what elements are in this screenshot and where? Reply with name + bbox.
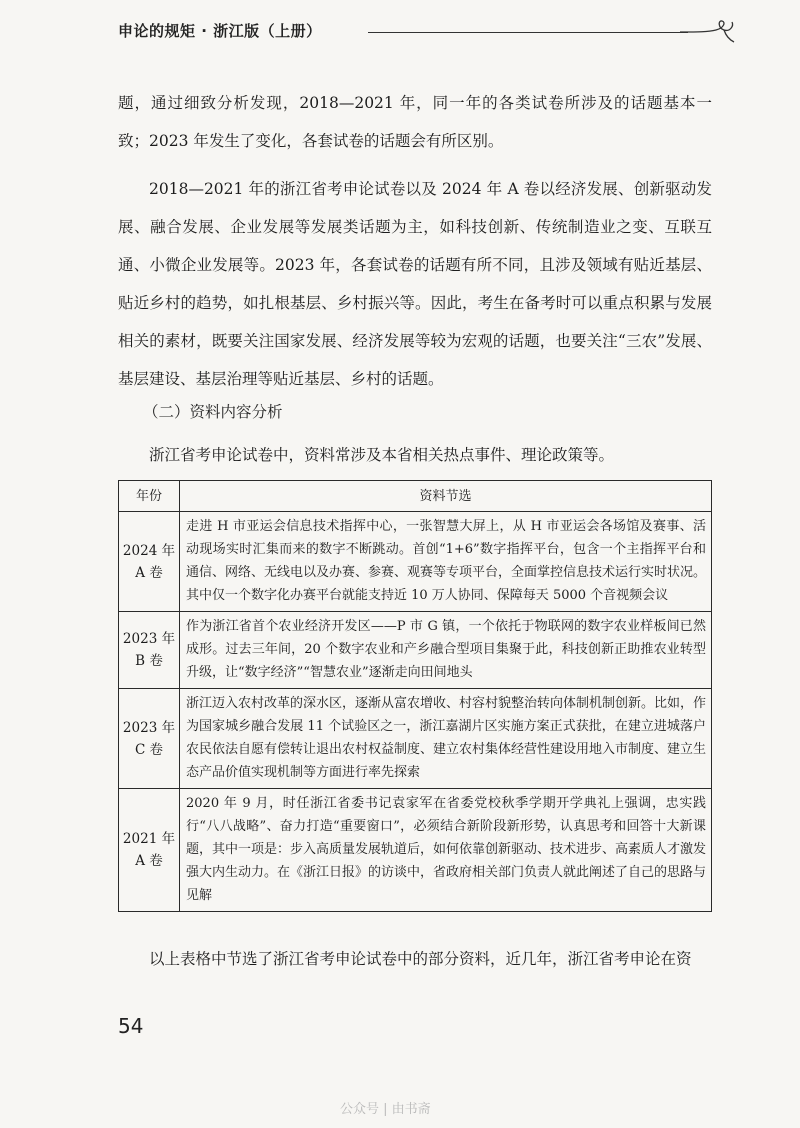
table-row: [119, 512, 712, 612]
excerpt-column-header: 资料节选: [180, 481, 712, 512]
paragraph-2: 2018—2021 年的浙江省考申论试卷以及 2024 年 A 卷以经济发展、创新驱动发展、融合发展、企业发展等发展类话题为主，如科技创新、传统制造业之变、互联互通、小微企业发展等。2023 年，各套试卷的话题有所不同，且涉及领域有贴近基层、贴近乡村的趋势，如扎根基层、乡村振兴等。因此，考生在备考时可以重点积累与发展相关的素材，既要关注国家发展、经济发展等较为宏观的话题，也要关注“三农”发展、基层建设、基层治理等贴近基层、乡村的话题。: [118, 180, 712, 388]
material-table: [118, 480, 712, 912]
excerpt-cell: 浙江迈入农村改革的深水区，逐渐从富农增收、村容村貌整治转向体制机制创新。比如，作为国家城乡融合发展 11 个试验区之一，浙江嘉湖片区实施方案正式获批，在建立进城落户农民依法自愿有偿转让退出农村权益制度、建立农村集体经营性建设用地入市制度、建立生态产品价值实现机制等方面进行率先探索: [180, 689, 712, 789]
paper-label: A 卷: [135, 853, 163, 869]
watermark: 公众号 | 由书斋: [340, 1102, 431, 1117]
year-cell: [119, 512, 180, 612]
year-label: 2021 年: [122, 831, 176, 847]
year-label: 2023 年: [122, 719, 176, 736]
year-column-header: 年份: [119, 481, 180, 512]
sprout-icon: [678, 18, 738, 48]
excerpt-cell: 2020 年 9 月，时任浙江省委书记袁家军在省委党校秋季学期开学典礼上强调，忠实践行“八八战略”、奋力打造“重要窗口”，必须结合新阶段新形势，认真思考和回答十大新课题，其中一项是：步入高质量发展轨道后，如何依靠创新驱动、技术进步、高素质人才激发强大内生动力。在《浙江日报》的访谈中，省政府相关部门负责人就此阐述了自己的思路与见解: [180, 789, 712, 912]
table-row: [119, 689, 712, 789]
year-label: 2023 年: [122, 631, 176, 647]
paper-label: A 卷: [135, 564, 163, 581]
year-label: 2024 年: [122, 542, 176, 559]
paper-label: B 卷: [135, 653, 163, 669]
header-rule: [368, 32, 688, 33]
section-heading: （二）资料内容分析: [143, 403, 283, 421]
running-header: [118, 18, 728, 50]
table-header-row: [119, 481, 712, 512]
year-cell: [119, 789, 180, 912]
table-row: [119, 612, 712, 689]
excerpt-cell: 作为浙江省首个农业经济开发区——P 市 G 镇，一个依托于物联网的数字农业样板间已然成形。过去三年间，20 个数字农业和产乡融合型项目集聚于此，科技创新正助推农业转型升级，让“数字经济”“智慧农业”逐渐走向田间地头: [180, 612, 712, 689]
paragraph-3: 浙江省考申论试卷中，资料常涉及本省相关热点事件、理论政策等。: [149, 446, 615, 464]
paragraph-4: 以上表格中节选了浙江省考申论试卷中的部分资料，近几年，浙江省考申论在资: [149, 950, 692, 968]
excerpt-cell: 走进 H 市亚运会信息技术指挥中心，一张智慧大屏上，从 H 市亚运会各场馆及赛事、活动现场实时汇集而来的数字不断跳动。首创“1+6”数字指挥平台，包含一个主指挥平台和通信、网络、无线电以及办赛、参赛、观赛等专项平台，全面掌控信息技术运行实时状况。其中仅一个数字化办赛平台就能支持近 10 万人协同、保障每天 5000 个音视频会议: [180, 512, 712, 612]
page-number: 54: [118, 1014, 144, 1038]
table-row: [119, 789, 712, 912]
year-cell: [119, 689, 180, 789]
paragraph-1: 题，通过细致分析发现，2018—2021 年，同一年的各类试卷所涉及的话题基本一致；2023 年发生了变化，各套试卷的话题会有所区别。: [118, 94, 712, 150]
year-cell: [119, 612, 180, 689]
paper-label: C 卷: [134, 741, 164, 758]
book-title: 申论的规矩 · 浙江版（上册）: [118, 22, 322, 40]
